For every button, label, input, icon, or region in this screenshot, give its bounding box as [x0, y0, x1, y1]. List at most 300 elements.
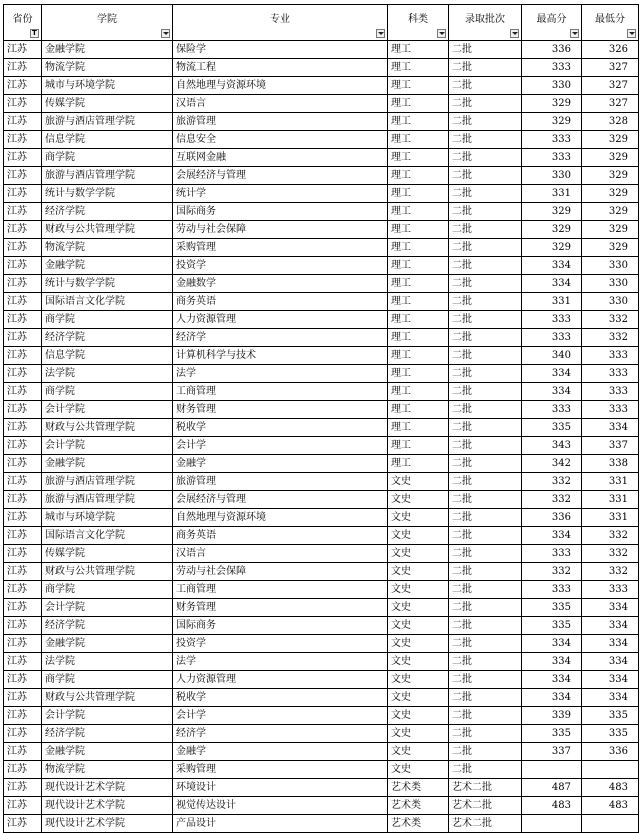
- cell-max-score[interactable]: 335: [522, 617, 582, 635]
- cell-max-score[interactable]: 343: [522, 437, 582, 455]
- cell-college[interactable]: 经济学院: [42, 725, 173, 743]
- cell-major[interactable]: 税收学: [173, 419, 388, 437]
- cell-max-score[interactable]: 333: [522, 581, 582, 599]
- cell-max-score[interactable]: 332: [522, 473, 582, 491]
- cell-min-score[interactable]: 334: [582, 599, 639, 617]
- cell-subject[interactable]: 理工: [388, 419, 449, 437]
- cell-province[interactable]: 江苏: [4, 815, 42, 833]
- cell-major[interactable]: 商务英语: [173, 293, 388, 311]
- cell-college[interactable]: 财政与公共管理学院: [42, 419, 173, 437]
- cell-subject[interactable]: 理工: [388, 257, 449, 275]
- cell-min-score[interactable]: 327: [582, 77, 639, 95]
- cell-college[interactable]: 现代设计艺术学院: [42, 815, 173, 833]
- filter-active-icon[interactable]: [30, 29, 39, 38]
- cell-college[interactable]: 统计与数学学院: [42, 185, 173, 203]
- cell-min-score[interactable]: 331: [582, 473, 639, 491]
- cell-min-score[interactable]: 333: [582, 383, 639, 401]
- cell-province[interactable]: 江苏: [4, 581, 42, 599]
- cell-batch[interactable]: 二批: [449, 725, 522, 743]
- cell-college[interactable]: 物流学院: [42, 239, 173, 257]
- cell-min-score[interactable]: 333: [582, 365, 639, 383]
- cell-batch[interactable]: 二批: [449, 455, 522, 473]
- cell-college[interactable]: 经济学院: [42, 617, 173, 635]
- cell-max-score[interactable]: 330: [522, 77, 582, 95]
- cell-college[interactable]: 财政与公共管理学院: [42, 563, 173, 581]
- cell-batch[interactable]: 二批: [449, 113, 522, 131]
- cell-max-score[interactable]: 334: [522, 653, 582, 671]
- cell-max-score[interactable]: 333: [522, 131, 582, 149]
- cell-province[interactable]: 江苏: [4, 95, 42, 113]
- cell-max-score[interactable]: 332: [522, 563, 582, 581]
- cell-college[interactable]: 法学院: [42, 365, 173, 383]
- cell-province[interactable]: 江苏: [4, 77, 42, 95]
- cell-province[interactable]: 江苏: [4, 491, 42, 509]
- cell-major[interactable]: 汉语言: [173, 545, 388, 563]
- cell-college[interactable]: 旅游与酒店管理学院: [42, 113, 173, 131]
- cell-batch[interactable]: 二批: [449, 347, 522, 365]
- cell-province[interactable]: 江苏: [4, 797, 42, 815]
- cell-min-score[interactable]: 327: [582, 95, 639, 113]
- cell-subject[interactable]: 理工: [388, 347, 449, 365]
- cell-subject[interactable]: 理工: [388, 329, 449, 347]
- cell-major[interactable]: 视觉传达设计: [173, 797, 388, 815]
- cell-college[interactable]: 金融学院: [42, 257, 173, 275]
- cell-major[interactable]: 旅游管理: [173, 473, 388, 491]
- cell-subject[interactable]: 文史: [388, 473, 449, 491]
- cell-max-score[interactable]: 334: [522, 257, 582, 275]
- cell-subject[interactable]: 文史: [388, 725, 449, 743]
- cell-min-score[interactable]: 328: [582, 113, 639, 131]
- cell-province[interactable]: 江苏: [4, 401, 42, 419]
- cell-max-score[interactable]: 336: [522, 509, 582, 527]
- cell-subject[interactable]: 理工: [388, 365, 449, 383]
- cell-college[interactable]: 金融学院: [42, 743, 173, 761]
- cell-subject[interactable]: 理工: [388, 95, 449, 113]
- cell-batch[interactable]: 二批: [449, 239, 522, 257]
- cell-max-score[interactable]: 335: [522, 419, 582, 437]
- cell-college[interactable]: 旅游与酒店管理学院: [42, 167, 173, 185]
- cell-major[interactable]: 保险学: [173, 41, 388, 59]
- cell-batch[interactable]: 二批: [449, 185, 522, 203]
- cell-min-score[interactable]: 329: [582, 149, 639, 167]
- cell-province[interactable]: 江苏: [4, 689, 42, 707]
- cell-major[interactable]: 税收学: [173, 689, 388, 707]
- cell-batch[interactable]: 二批: [449, 653, 522, 671]
- cell-province[interactable]: 江苏: [4, 599, 42, 617]
- cell-province[interactable]: 江苏: [4, 563, 42, 581]
- cell-batch[interactable]: 二批: [449, 221, 522, 239]
- cell-batch[interactable]: 二批: [449, 491, 522, 509]
- cell-batch[interactable]: 二批: [449, 581, 522, 599]
- filter-dropdown-icon[interactable]: [161, 29, 170, 38]
- cell-major[interactable]: 工商管理: [173, 383, 388, 401]
- cell-batch[interactable]: 二批: [449, 419, 522, 437]
- cell-province[interactable]: 江苏: [4, 743, 42, 761]
- cell-subject[interactable]: 文史: [388, 545, 449, 563]
- cell-min-score[interactable]: 331: [582, 491, 639, 509]
- cell-batch[interactable]: 二批: [449, 401, 522, 419]
- cell-college[interactable]: 现代设计艺术学院: [42, 797, 173, 815]
- cell-subject[interactable]: 理工: [388, 131, 449, 149]
- cell-min-score[interactable]: 337: [582, 437, 639, 455]
- cell-major[interactable]: 法学: [173, 653, 388, 671]
- cell-major[interactable]: 会展经济与管理: [173, 167, 388, 185]
- cell-max-score[interactable]: [522, 761, 582, 779]
- cell-college[interactable]: 统计与数学学院: [42, 275, 173, 293]
- cell-major[interactable]: 采购管理: [173, 239, 388, 257]
- cell-subject[interactable]: 理工: [388, 383, 449, 401]
- cell-college[interactable]: 会计学院: [42, 599, 173, 617]
- cell-max-score[interactable]: 334: [522, 527, 582, 545]
- cell-major[interactable]: 环境设计: [173, 779, 388, 797]
- cell-province[interactable]: 江苏: [4, 149, 42, 167]
- cell-min-score[interactable]: 332: [582, 563, 639, 581]
- cell-major[interactable]: 人力资源管理: [173, 671, 388, 689]
- cell-major[interactable]: 财务管理: [173, 599, 388, 617]
- cell-college[interactable]: 财政与公共管理学院: [42, 221, 173, 239]
- cell-min-score[interactable]: 332: [582, 545, 639, 563]
- cell-subject[interactable]: 文史: [388, 707, 449, 725]
- cell-batch[interactable]: 艺术二批: [449, 815, 522, 833]
- cell-batch[interactable]: 二批: [449, 95, 522, 113]
- cell-major[interactable]: 商务英语: [173, 527, 388, 545]
- cell-batch[interactable]: 二批: [449, 41, 522, 59]
- cell-min-score[interactable]: 331: [582, 509, 639, 527]
- cell-batch[interactable]: 二批: [449, 131, 522, 149]
- cell-province[interactable]: 江苏: [4, 311, 42, 329]
- cell-max-score[interactable]: 329: [522, 221, 582, 239]
- cell-college[interactable]: 会计学院: [42, 401, 173, 419]
- cell-college[interactable]: 传媒学院: [42, 95, 173, 113]
- cell-subject[interactable]: 文史: [388, 653, 449, 671]
- cell-batch[interactable]: 二批: [449, 527, 522, 545]
- cell-min-score[interactable]: 330: [582, 293, 639, 311]
- cell-batch[interactable]: 二批: [449, 383, 522, 401]
- cell-province[interactable]: 江苏: [4, 455, 42, 473]
- cell-min-score[interactable]: 483: [582, 797, 639, 815]
- cell-subject[interactable]: 文史: [388, 689, 449, 707]
- cell-subject[interactable]: 文史: [388, 581, 449, 599]
- cell-province[interactable]: 江苏: [4, 203, 42, 221]
- cell-max-score[interactable]: 483: [522, 797, 582, 815]
- cell-subject[interactable]: 理工: [388, 293, 449, 311]
- cell-province[interactable]: 江苏: [4, 41, 42, 59]
- cell-college[interactable]: 商学院: [42, 311, 173, 329]
- cell-college[interactable]: 现代设计艺术学院: [42, 779, 173, 797]
- filter-dropdown-icon[interactable]: [437, 29, 446, 38]
- cell-max-score[interactable]: 333: [522, 329, 582, 347]
- cell-max-score[interactable]: 334: [522, 635, 582, 653]
- cell-college[interactable]: 传媒学院: [42, 545, 173, 563]
- cell-max-score[interactable]: 329: [522, 95, 582, 113]
- cell-min-score[interactable]: 327: [582, 59, 639, 77]
- cell-province[interactable]: 江苏: [4, 113, 42, 131]
- cell-province[interactable]: 江苏: [4, 473, 42, 491]
- cell-major[interactable]: 劳动与社会保障: [173, 221, 388, 239]
- cell-major[interactable]: 会展经济与管理: [173, 491, 388, 509]
- cell-college[interactable]: 信息学院: [42, 131, 173, 149]
- cell-max-score[interactable]: 342: [522, 455, 582, 473]
- cell-min-score[interactable]: 334: [582, 653, 639, 671]
- cell-major[interactable]: 经济学: [173, 329, 388, 347]
- cell-college[interactable]: 金融学院: [42, 41, 173, 59]
- cell-batch[interactable]: 二批: [449, 563, 522, 581]
- cell-batch[interactable]: 二批: [449, 761, 522, 779]
- cell-province[interactable]: 江苏: [4, 131, 42, 149]
- cell-subject[interactable]: 理工: [388, 185, 449, 203]
- cell-major[interactable]: 金融数学: [173, 275, 388, 293]
- cell-province[interactable]: 江苏: [4, 293, 42, 311]
- cell-province[interactable]: 江苏: [4, 383, 42, 401]
- cell-batch[interactable]: 二批: [449, 275, 522, 293]
- cell-min-score[interactable]: 335: [582, 725, 639, 743]
- cell-subject[interactable]: 理工: [388, 311, 449, 329]
- cell-subject[interactable]: 理工: [388, 149, 449, 167]
- cell-min-score[interactable]: 335: [582, 707, 639, 725]
- cell-province[interactable]: 江苏: [4, 725, 42, 743]
- cell-subject[interactable]: 理工: [388, 59, 449, 77]
- cell-province[interactable]: 江苏: [4, 221, 42, 239]
- cell-batch[interactable]: 二批: [449, 149, 522, 167]
- filter-dropdown-icon[interactable]: [627, 29, 636, 38]
- cell-batch[interactable]: 二批: [449, 293, 522, 311]
- cell-major[interactable]: 投资学: [173, 257, 388, 275]
- cell-max-score[interactable]: 330: [522, 167, 582, 185]
- filter-dropdown-icon[interactable]: [510, 29, 519, 38]
- cell-province[interactable]: 江苏: [4, 509, 42, 527]
- cell-major[interactable]: 旅游管理: [173, 113, 388, 131]
- cell-subject[interactable]: 理工: [388, 167, 449, 185]
- cell-max-score[interactable]: 333: [522, 545, 582, 563]
- cell-college[interactable]: 商学院: [42, 671, 173, 689]
- cell-batch[interactable]: 二批: [449, 311, 522, 329]
- cell-subject[interactable]: 文史: [388, 761, 449, 779]
- cell-college[interactable]: 商学院: [42, 581, 173, 599]
- cell-batch[interactable]: 二批: [449, 473, 522, 491]
- cell-min-score[interactable]: 333: [582, 581, 639, 599]
- cell-subject[interactable]: 理工: [388, 275, 449, 293]
- cell-major[interactable]: 汉语言: [173, 95, 388, 113]
- cell-min-score[interactable]: 329: [582, 239, 639, 257]
- cell-major[interactable]: 法学: [173, 365, 388, 383]
- cell-province[interactable]: 江苏: [4, 167, 42, 185]
- cell-min-score[interactable]: 334: [582, 419, 639, 437]
- cell-max-score[interactable]: 340: [522, 347, 582, 365]
- cell-major[interactable]: 计算机科学与技术: [173, 347, 388, 365]
- cell-batch[interactable]: 二批: [449, 707, 522, 725]
- cell-college[interactable]: 金融学院: [42, 635, 173, 653]
- cell-college[interactable]: 经济学院: [42, 203, 173, 221]
- cell-college[interactable]: 国际语言文化学院: [42, 527, 173, 545]
- cell-batch[interactable]: 二批: [449, 689, 522, 707]
- cell-province[interactable]: 江苏: [4, 761, 42, 779]
- cell-major[interactable]: 会计学: [173, 437, 388, 455]
- cell-min-score[interactable]: 334: [582, 635, 639, 653]
- cell-min-score[interactable]: 334: [582, 671, 639, 689]
- cell-subject[interactable]: 文史: [388, 527, 449, 545]
- cell-min-score[interactable]: 329: [582, 131, 639, 149]
- cell-batch[interactable]: 二批: [449, 59, 522, 77]
- cell-max-score[interactable]: 329: [522, 113, 582, 131]
- cell-min-score[interactable]: 332: [582, 329, 639, 347]
- cell-college[interactable]: 金融学院: [42, 455, 173, 473]
- cell-min-score[interactable]: 334: [582, 617, 639, 635]
- cell-major[interactable]: 金融学: [173, 455, 388, 473]
- cell-major[interactable]: 统计学: [173, 185, 388, 203]
- cell-college[interactable]: 法学院: [42, 653, 173, 671]
- cell-max-score[interactable]: 331: [522, 293, 582, 311]
- cell-province[interactable]: 江苏: [4, 545, 42, 563]
- cell-major[interactable]: 劳动与社会保障: [173, 563, 388, 581]
- cell-min-score[interactable]: 333: [582, 401, 639, 419]
- cell-min-score[interactable]: 336: [582, 743, 639, 761]
- cell-province[interactable]: 江苏: [4, 329, 42, 347]
- cell-major[interactable]: 自然地理与资源环境: [173, 77, 388, 95]
- cell-min-score[interactable]: 338: [582, 455, 639, 473]
- cell-college[interactable]: 物流学院: [42, 59, 173, 77]
- cell-subject[interactable]: 艺术类: [388, 797, 449, 815]
- cell-subject[interactable]: 理工: [388, 113, 449, 131]
- cell-min-score[interactable]: 333: [582, 347, 639, 365]
- cell-major[interactable]: 投资学: [173, 635, 388, 653]
- filter-dropdown-icon[interactable]: [376, 29, 385, 38]
- cell-province[interactable]: 江苏: [4, 617, 42, 635]
- cell-major[interactable]: 国际商务: [173, 203, 388, 221]
- cell-major[interactable]: 会计学: [173, 707, 388, 725]
- cell-min-score[interactable]: 332: [582, 527, 639, 545]
- cell-subject[interactable]: 理工: [388, 41, 449, 59]
- cell-major[interactable]: 工商管理: [173, 581, 388, 599]
- cell-min-score[interactable]: 483: [582, 779, 639, 797]
- cell-college[interactable]: 商学院: [42, 383, 173, 401]
- cell-max-score[interactable]: 329: [522, 203, 582, 221]
- cell-min-score[interactable]: 326: [582, 41, 639, 59]
- cell-subject[interactable]: 文史: [388, 635, 449, 653]
- cell-min-score[interactable]: 329: [582, 185, 639, 203]
- cell-major[interactable]: 国际商务: [173, 617, 388, 635]
- cell-subject[interactable]: 文史: [388, 617, 449, 635]
- cell-subject[interactable]: 理工: [388, 437, 449, 455]
- cell-max-score[interactable]: 337: [522, 743, 582, 761]
- cell-major[interactable]: 产品设计: [173, 815, 388, 833]
- cell-batch[interactable]: 二批: [449, 257, 522, 275]
- cell-college[interactable]: 旅游与酒店管理学院: [42, 491, 173, 509]
- cell-subject[interactable]: 理工: [388, 221, 449, 239]
- cell-min-score[interactable]: 334: [582, 689, 639, 707]
- cell-college[interactable]: 商学院: [42, 149, 173, 167]
- cell-major[interactable]: 财务管理: [173, 401, 388, 419]
- cell-batch[interactable]: 二批: [449, 77, 522, 95]
- cell-max-score[interactable]: 334: [522, 365, 582, 383]
- cell-min-score[interactable]: [582, 815, 639, 833]
- cell-max-score[interactable]: 487: [522, 779, 582, 797]
- cell-province[interactable]: 江苏: [4, 275, 42, 293]
- cell-subject[interactable]: 文史: [388, 563, 449, 581]
- cell-max-score[interactable]: 334: [522, 671, 582, 689]
- cell-batch[interactable]: 二批: [449, 509, 522, 527]
- cell-subject[interactable]: 理工: [388, 401, 449, 419]
- cell-major[interactable]: 金融学: [173, 743, 388, 761]
- cell-subject[interactable]: 理工: [388, 455, 449, 473]
- cell-max-score[interactable]: 339: [522, 707, 582, 725]
- cell-college[interactable]: 国际语言文化学院: [42, 293, 173, 311]
- cell-subject[interactable]: 文史: [388, 671, 449, 689]
- cell-major[interactable]: 物流工程: [173, 59, 388, 77]
- cell-major[interactable]: 互联网金融: [173, 149, 388, 167]
- cell-batch[interactable]: 二批: [449, 329, 522, 347]
- cell-batch[interactable]: 二批: [449, 167, 522, 185]
- cell-province[interactable]: 江苏: [4, 365, 42, 383]
- cell-subject[interactable]: 艺术类: [388, 779, 449, 797]
- cell-max-score[interactable]: 333: [522, 149, 582, 167]
- cell-province[interactable]: 江苏: [4, 635, 42, 653]
- cell-province[interactable]: 江苏: [4, 419, 42, 437]
- cell-min-score[interactable]: [582, 761, 639, 779]
- cell-province[interactable]: 江苏: [4, 707, 42, 725]
- cell-min-score[interactable]: 329: [582, 221, 639, 239]
- cell-max-score[interactable]: 335: [522, 725, 582, 743]
- cell-major[interactable]: 采购管理: [173, 761, 388, 779]
- cell-batch[interactable]: 艺术二批: [449, 779, 522, 797]
- cell-max-score[interactable]: 333: [522, 59, 582, 77]
- cell-province[interactable]: 江苏: [4, 671, 42, 689]
- cell-batch[interactable]: 二批: [449, 617, 522, 635]
- cell-batch[interactable]: 二批: [449, 437, 522, 455]
- cell-college[interactable]: 城市与环境学院: [42, 509, 173, 527]
- cell-max-score[interactable]: 332: [522, 491, 582, 509]
- cell-subject[interactable]: 文史: [388, 599, 449, 617]
- cell-max-score[interactable]: 333: [522, 401, 582, 419]
- cell-college[interactable]: 会计学院: [42, 437, 173, 455]
- cell-min-score[interactable]: 332: [582, 311, 639, 329]
- cell-major[interactable]: 经济学: [173, 725, 388, 743]
- cell-province[interactable]: 江苏: [4, 527, 42, 545]
- cell-max-score[interactable]: 335: [522, 599, 582, 617]
- cell-province[interactable]: 江苏: [4, 59, 42, 77]
- cell-province[interactable]: 江苏: [4, 185, 42, 203]
- cell-min-score[interactable]: 330: [582, 257, 639, 275]
- cell-batch[interactable]: 二批: [449, 599, 522, 617]
- cell-college[interactable]: 城市与环境学院: [42, 77, 173, 95]
- cell-province[interactable]: 江苏: [4, 437, 42, 455]
- cell-max-score[interactable]: 334: [522, 275, 582, 293]
- cell-college[interactable]: 信息学院: [42, 347, 173, 365]
- cell-max-score[interactable]: 336: [522, 41, 582, 59]
- cell-college[interactable]: 物流学院: [42, 761, 173, 779]
- cell-subject[interactable]: 理工: [388, 77, 449, 95]
- cell-max-score[interactable]: 331: [522, 185, 582, 203]
- cell-college[interactable]: 会计学院: [42, 707, 173, 725]
- cell-batch[interactable]: 艺术二批: [449, 797, 522, 815]
- cell-max-score[interactable]: 329: [522, 239, 582, 257]
- cell-subject[interactable]: 文史: [388, 743, 449, 761]
- cell-batch[interactable]: 二批: [449, 365, 522, 383]
- cell-major[interactable]: 人力资源管理: [173, 311, 388, 329]
- cell-max-score[interactable]: 334: [522, 383, 582, 401]
- cell-province[interactable]: 江苏: [4, 257, 42, 275]
- cell-max-score[interactable]: [522, 815, 582, 833]
- cell-province[interactable]: 江苏: [4, 347, 42, 365]
- cell-min-score[interactable]: 330: [582, 275, 639, 293]
- cell-subject[interactable]: 艺术类: [388, 815, 449, 833]
- cell-batch[interactable]: 二批: [449, 635, 522, 653]
- cell-batch[interactable]: 二批: [449, 545, 522, 563]
- cell-subject[interactable]: 理工: [388, 203, 449, 221]
- filter-dropdown-icon[interactable]: [570, 29, 579, 38]
- cell-max-score[interactable]: 333: [522, 311, 582, 329]
- cell-province[interactable]: 江苏: [4, 653, 42, 671]
- cell-batch[interactable]: 二批: [449, 743, 522, 761]
